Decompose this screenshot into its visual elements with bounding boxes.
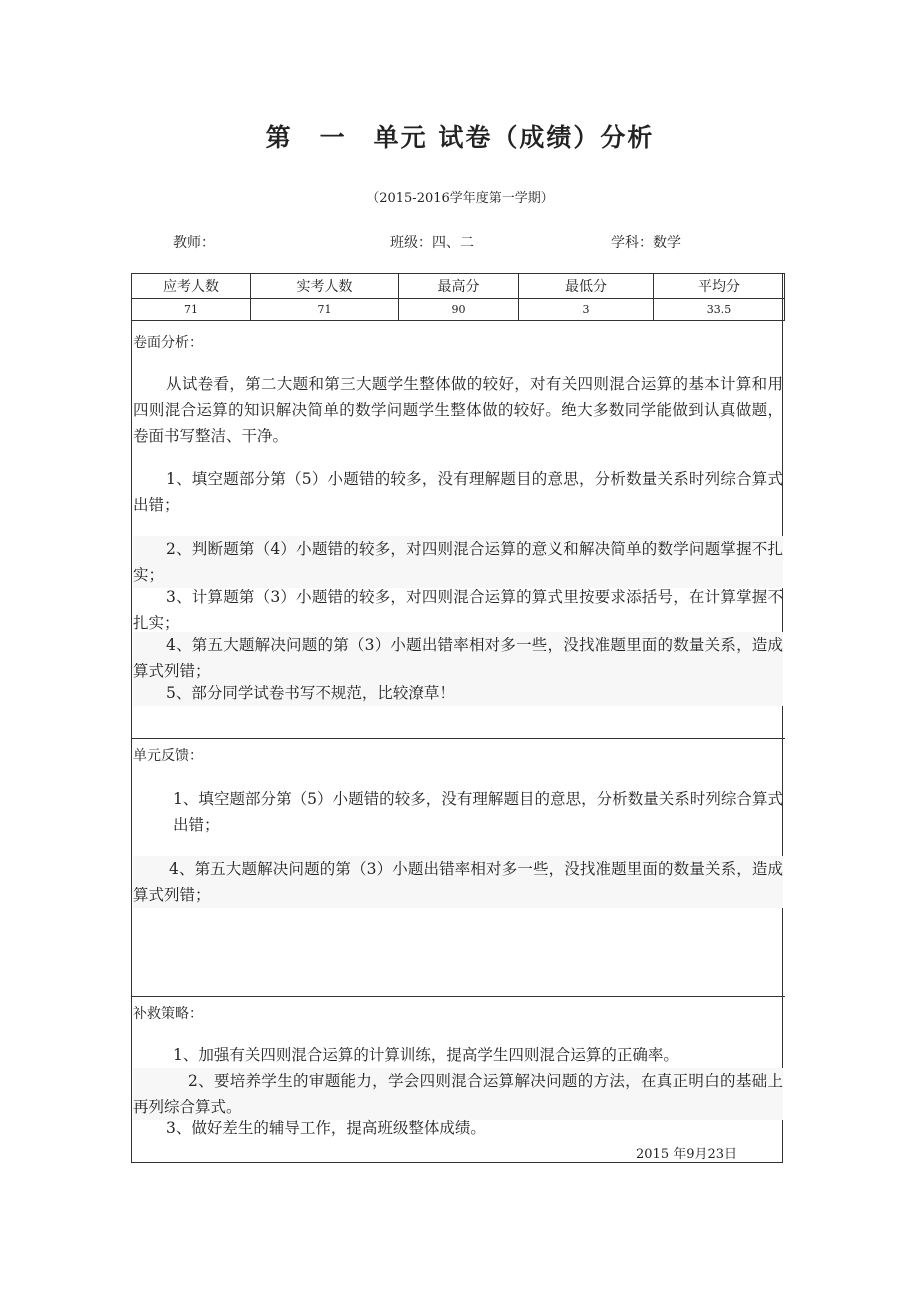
analysis-intro: 从试卷看，第二大题和第三大题学生整体做的较好，对有关四则混合运算的基本计算和用四则混合运算的知识解决简单的数学问题学生整体做的较好。绝大多数同学能做到认真做题，卷面书写整洁、干净。 [133,375,783,445]
feedback-item: 1、填空题部分第（5）小题错的较多，没有理解题目的意思，分析数量关系时列综合算式出错； [173,790,783,834]
value-actual: 71 [251,299,399,321]
class-label: 班级：四、二 [390,235,474,251]
value-max: 90 [399,299,519,321]
analysis-item: 4、第五大题解决问题的第（3）小题出错率相对多一些，没找准题里面的数量关系，造成算式列错； [133,632,783,684]
remedy-item: 2、要培养学生的审题能力，学会四则混合运算解决问题的方法，在真正明白的基础上再列综合算式。 [133,1068,783,1120]
header-average: 平均分 [654,274,785,299]
stats-table [131,273,785,321]
stats-value-row [132,299,785,321]
section-divider [131,996,785,997]
header-actual: 实考人数 [251,274,399,299]
analysis-label: 卷面分析： [133,335,203,351]
value-average: 33.5 [654,299,785,321]
teacher-label: 教师： [173,235,215,251]
section-divider [131,738,785,739]
remedy-item: 1、加强有关四则混合运算的计算训练，提高学生四则混合运算的正确率。 [173,1046,679,1064]
analysis-item: 5、部分同学试卷书写不规范，比较潦草！ [133,680,783,706]
feedback-label: 单元反馈： [133,748,203,764]
subject-label: 学科：数学 [611,235,681,251]
page-title: 第 一 单元 试卷（成绩）分析 [265,123,655,152]
feedback-item: 4、第五大题解决问题的第（3）小题出错率相对多一些，没找准题里面的数量关系，造成算式列错； [133,856,783,908]
report-date: 2015 年9月23日 [636,1147,738,1162]
header-max: 最高分 [399,274,519,299]
header-expected: 应考人数 [132,274,251,299]
analysis-item: 2、判断题第（4）小题错的较多，对四则混合运算的意义和解决简单的数学问题掌握不扎实； [133,536,783,588]
remedy-label: 补救策略： [133,1006,203,1022]
analysis-item: 3、计算题第（3）小题错的较多，对四则混合运算的算式里按要求添括号，在计算掌握不扎实； [133,588,783,632]
stats-header-row [132,274,785,299]
analysis-item: 1、填空题部分第（5）小题错的较多，没有理解题目的意思，分析数量关系时列综合算式出错； [133,470,783,514]
header-min: 最低分 [519,274,654,299]
value-expected: 71 [132,299,251,321]
remedy-item: 3、做好差生的辅导工作，提高班级整体成绩。 [166,1119,486,1137]
value-min: 3 [519,299,654,321]
school-year: （2015-2016学年度第一学期） [366,191,554,206]
